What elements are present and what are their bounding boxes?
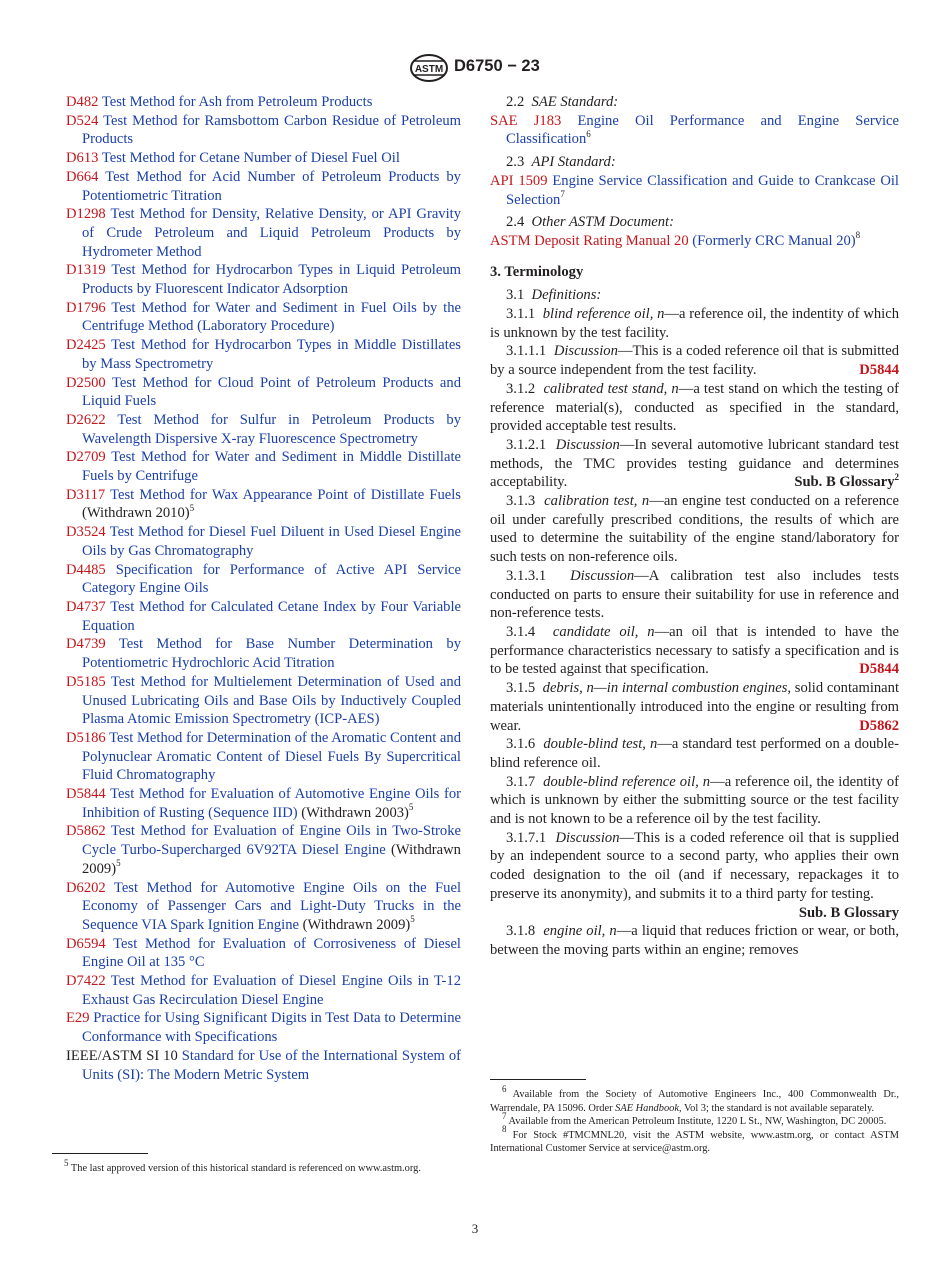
reference-item[interactable] <box>66 261 461 298</box>
footnote-text: , Vol 3; the standard is not available separately. <box>678 1102 875 1114</box>
reference-title[interactable]: Practice for Using Significant Digits in Test Data to Determine Conformance with Specifications <box>82 1010 461 1046</box>
term-entry <box>490 342 899 379</box>
reference-title[interactable]: Test Method for Cetane Number of Diesel Fuel Oil <box>101 150 400 167</box>
reference-item[interactable] <box>66 299 461 336</box>
footnote-marker: 2 <box>894 471 899 482</box>
reference-note: (Withdrawn 2003) <box>297 804 409 821</box>
term-entry <box>490 679 899 735</box>
footnote <box>490 1110 899 1129</box>
reference-title[interactable]: Test Method for Cloud Point of Petroleum Products and Liquid Fuels <box>82 374 462 410</box>
footnote-marker: 5 <box>410 914 415 925</box>
reference-note: (Withdrawn 2009) <box>82 842 461 877</box>
reference-title[interactable]: Test Method for Water and Sediment in Fuel Oils by the Centrifuge Method (Laboratory Procedure) <box>82 299 461 335</box>
term-name: debris, n—in internal combustion engines <box>542 680 788 697</box>
term-name: Discussion <box>570 567 635 584</box>
footnote-rule-left <box>52 1153 148 1154</box>
footnotes-left <box>52 1157 461 1176</box>
document-id: D6750 − 23 <box>454 57 540 75</box>
reference-item[interactable] <box>66 1009 461 1046</box>
term-text: —This is a coded reference oil that is supplied by an independent source to a second party, who applies their own coded designation to the oil (and if necessary, repackages it to preserve its anonymity), and submits it to a third party for testing. <box>490 829 899 902</box>
page-header <box>0 53 950 83</box>
term-entry <box>490 623 899 679</box>
reference-title[interactable]: Test Method for Calculated Cetane Index by Four Variable Equation <box>82 598 462 634</box>
term-text: , solid contaminant materials unintentionally introduced into the engine or resulting from wear. <box>490 680 900 734</box>
term-number: 3.1.1 <box>506 306 536 323</box>
term-entry <box>490 829 899 923</box>
term-entry <box>490 380 899 436</box>
term-number: 3.1.1.1 <box>506 343 547 360</box>
footnote-text: Available from the Society of Automotive Engineers Inc., 400 Commonwealth Dr., Warrendale, PA 15096. Order <box>490 1089 899 1114</box>
reference-item[interactable] <box>66 822 461 878</box>
term-name: calibrated test stand, n <box>543 380 679 397</box>
reference-code[interactable]: D482 <box>66 94 99 110</box>
reference-item[interactable] <box>66 374 461 411</box>
ref-sae-j183[interactable]: SAE J183 Engine Oil Performance and Engine Service Classification$^6$ <box>490 112 899 148</box>
footnote-marker: 5 <box>116 857 121 868</box>
term-text: —This is a coded reference oil that is submitted by a source independent from the test facility. <box>490 343 899 379</box>
term-name: Discussion <box>553 343 618 360</box>
reference-item[interactable] <box>66 168 461 205</box>
term-name: candidate oil, n <box>552 623 655 640</box>
footnote-text: For Stock #TMCMNL20, visit the ASTM website, www.astm.org, or contact ASTM International Customer Service at service@astm.org. <box>490 1129 899 1155</box>
reference-item[interactable] <box>66 448 461 485</box>
reference-code[interactable]: D3524 <box>66 524 106 541</box>
right-column <box>490 93 899 960</box>
term-text: —A calibration test also includes tests conducted on parts to ensure their suitability for use in reference and non-reference tests. <box>490 567 900 622</box>
reference-item[interactable] <box>66 149 461 168</box>
reference-title[interactable]: Test Method for Sulfur in Petroleum Products by Wavelength Dispersive X-ray Fluorescence Spectrometry <box>82 411 461 447</box>
footnote-text: Available from the American Petroleum Institute, 1220 L St., NW, Washington, DC 20005. <box>506 1116 887 1128</box>
term-name: Discussion <box>555 829 620 846</box>
reference-title[interactable]: Test Method for Ramsbottom Carbon Residue of Petroleum Products <box>82 112 461 148</box>
reference-code[interactable]: D3117 <box>66 486 106 503</box>
terminology-heading: 3. Terminology <box>490 263 584 280</box>
footnote <box>52 1157 461 1176</box>
reference-item[interactable] <box>66 336 461 373</box>
reference-code[interactable]: D664 <box>66 168 99 185</box>
reference-code[interactable]: D5844 <box>66 786 106 803</box>
reference-item[interactable] <box>66 673 461 729</box>
reference-code[interactable]: D4739 <box>66 636 106 653</box>
footnote-marker: 5 <box>189 502 195 513</box>
term-name: double-blind test, n <box>543 736 658 753</box>
section-2-3: 2.3 API Standard: <box>506 154 616 171</box>
reference-code[interactable]: D1796 <box>66 299 106 316</box>
reference-code[interactable]: IEEE/ASTM SI 10 <box>66 1047 178 1064</box>
term-entry <box>490 773 899 829</box>
term-name: double-blind reference oil, n <box>543 773 711 790</box>
term-name: blind reference oil, n <box>542 306 665 323</box>
term-entry <box>490 436 899 492</box>
footnote-number: 7 <box>502 1110 507 1121</box>
reference-code[interactable]: D4485 <box>66 561 106 578</box>
reference-title[interactable]: Test Method for Diesel Fuel Diluent in Used Diesel Engine Oils by Gas Chromatography <box>82 524 462 559</box>
term-text: —a test stand on which the testing of reference material(s), conducted as specified in the standard, provided acceptable test results. <box>490 380 899 435</box>
reference-title[interactable]: Specification for Performance of Active API Service Category Engine Oils <box>82 561 461 597</box>
footnote-number: 6 <box>502 1083 507 1094</box>
source-label: D5844 <box>859 362 899 379</box>
svg-text:ASTM: ASTM <box>414 64 444 75</box>
footnote-number: 5 <box>64 1157 69 1168</box>
footnote-rule-right <box>490 1079 586 1080</box>
reference-item[interactable] <box>66 112 461 149</box>
reference-code[interactable]: D2709 <box>66 449 106 466</box>
reference-code[interactable]: D2500 <box>66 374 106 391</box>
term-number: 3.1.4 <box>506 623 536 640</box>
term-text: —a reference oil, the identity of which is unknown by either the submitting source or the test facility and is not known to be a reference oil by the test facility. <box>490 773 900 828</box>
reference-title[interactable]: Standard for Use of the International System of Units (SI): The Modern Metric System <box>82 1047 461 1083</box>
reference-code[interactable]: D7422 <box>66 973 106 990</box>
term-text: —In several automotive lubricant standard test methods, the TMC provides testing guidance and determines acceptability. <box>490 436 899 491</box>
source-label: D5862 <box>859 717 899 734</box>
reference-title[interactable]: Test Method for Base Number Determination by Potentiometric Hydrochloric Acid Titration <box>82 636 461 672</box>
reference-title[interactable]: Test Method for Density, Relative Density, or API Gravity of Crude Petroleum and Liquid Petroleum Products by Hydrometer Method <box>82 206 462 260</box>
footnotes-right <box>490 1083 899 1156</box>
reference-code[interactable]: D6202 <box>66 879 106 896</box>
reference-title[interactable]: Test Method for Hydrocarbon Types in Liquid Petroleum Products by Fluorescent Indicator Adsorption <box>82 262 461 298</box>
term-text: —a liquid that reduces friction or wear, or both, between the moving parts within an engine; removes <box>490 923 899 958</box>
term-text: —a reference oil, the indentity of which is unknown by the test facility. <box>490 306 899 341</box>
reference-title[interactable]: Test Method for Multielement Determination of Used and Unused Lubricating Oils and Base Oils by Inductively Coupled Plasma Atomic Emission Spectrometry (ICP-AES) <box>82 673 461 728</box>
reference-code[interactable]: D5185 <box>66 673 106 690</box>
reference-title[interactable]: Test Method for Water and Sediment in Middle Distillate Fuels by Centrifuge <box>82 449 461 485</box>
term-entry <box>490 492 899 567</box>
reference-title[interactable]: Test Method for Evaluation of Corrosiveness of Diesel Engine Oil at 135 °C <box>82 935 461 971</box>
reference-item[interactable] <box>66 93 461 112</box>
term-source <box>783 904 899 923</box>
reference-item[interactable] <box>66 205 461 261</box>
term-text: —an engine test conducted on a reference oil under carefully prescribed conditions, the results of which are used to determine the suitability of the engine stand/laboratory for such tests on non-reference oils. <box>490 493 900 566</box>
reference-code[interactable]: D4737 <box>66 598 106 615</box>
reference-item[interactable] <box>66 729 461 785</box>
source-label: Sub. B Glossary <box>798 904 899 921</box>
footnote-marker: 5 <box>408 801 414 812</box>
reference-code[interactable]: E29 <box>66 1010 90 1027</box>
reference-item[interactable] <box>66 785 461 822</box>
astm-logo-icon <box>408 53 450 83</box>
footnote-text: The last approved version of this historical standard is referenced on www.astm.org. <box>68 1163 421 1174</box>
reference-title[interactable]: Test Method for Evaluation of Automotive Engine Oils for Inhibition of Rusting (Sequence IID) <box>82 786 461 821</box>
reference-code[interactable]: D613 <box>66 150 99 167</box>
reference-code[interactable]: D2425 <box>66 337 106 354</box>
term-number: 3.1.3 <box>506 493 536 510</box>
page-number: 3 <box>471 1221 479 1236</box>
term-name: engine oil, n <box>543 923 617 940</box>
term-source <box>843 361 899 380</box>
footnote <box>490 1124 899 1156</box>
reference-title[interactable]: Test Method for Automotive Engine Oils on the Fuel Economy of Passenger Cars and Light-Duty Trucks in the Sequence VIA Spark Ignition Engine <box>82 879 461 933</box>
term-number: 3.1.5 <box>506 680 536 697</box>
source-label: D5844 <box>859 661 899 678</box>
term-number: 3.1.6 <box>506 736 536 753</box>
reference-item[interactable] <box>66 598 461 635</box>
reference-code[interactable]: D5862 <box>66 823 106 840</box>
footnote-number: 8 <box>502 1124 507 1135</box>
term-name: calibration test, n <box>544 493 650 510</box>
reference-note: (Withdrawn 2010) <box>82 505 190 522</box>
term-number: 3.1.2.1 <box>506 436 547 453</box>
reference-title[interactable]: Test Method for Acid Number of Petroleum Products by Potentiometric Titration <box>82 168 461 204</box>
ref-astm-deposit-manual[interactable]: ASTM Deposit Rating Manual 20 (Formerly CRC Manual 20)$^8$ <box>490 230 861 249</box>
term-number: 3.1.7 <box>506 773 536 790</box>
reference-code[interactable]: D1298 <box>66 206 106 223</box>
term-entry <box>490 922 899 959</box>
term-text: —a standard test performed on a double-blind reference oil. <box>490 736 899 771</box>
reference-item[interactable] <box>66 935 461 972</box>
term-entry <box>490 567 899 623</box>
reference-item[interactable] <box>66 411 461 448</box>
section-2-2: 2.2 SAE Standard: <box>506 94 619 110</box>
reference-item[interactable] <box>66 879 461 935</box>
footnote-italic: SAE Handbook <box>615 1102 679 1114</box>
reference-item[interactable] <box>66 561 461 598</box>
reference-note: (Withdrawn 2009) <box>298 916 411 933</box>
terminology-list <box>490 305 899 960</box>
reference-item[interactable] <box>66 486 461 523</box>
term-entry <box>490 735 899 772</box>
reference-item[interactable] <box>66 635 461 672</box>
reference-item[interactable] <box>66 1047 461 1084</box>
term-entry <box>490 305 899 342</box>
section-2-4: 2.4 Other ASTM Document: <box>506 214 674 231</box>
reference-title[interactable]: Test Method for Ash from Petroleum Products <box>101 94 373 110</box>
term-source <box>843 717 899 736</box>
reference-title[interactable]: Test Method for Evaluation of Engine Oils in Two-Stroke Cycle Turbo-Supercharged 6V92TA Diesel Engine <box>82 823 461 859</box>
definitions-subhead: 3.1 Definitions: <box>506 287 602 304</box>
term-number: 3.1.2 <box>506 380 536 397</box>
reference-title[interactable]: Test Method for Evaluation of Diesel Engine Oils in T-12 Exhaust Gas Recirculation Diesel Engine <box>82 973 461 1008</box>
term-name: Discussion <box>555 436 620 453</box>
reference-code[interactable]: D1319 <box>66 262 106 279</box>
reference-item[interactable] <box>66 523 461 560</box>
reference-code[interactable]: D6594 <box>66 935 106 952</box>
reference-code[interactable]: D524 <box>66 112 99 129</box>
term-source <box>843 660 899 679</box>
ref-api-1509[interactable]: API 1509 Engine Service Classification and Guide to Crankcase Oil Selection$^7$ <box>490 172 899 208</box>
term-number: 3.1.3.1 <box>506 567 547 584</box>
reference-title[interactable]: Test Method for Wax Appearance Point of Distillate Fuels <box>110 486 461 503</box>
term-number: 3.1.8 <box>506 923 536 940</box>
left-column <box>66 93 461 1084</box>
reference-title[interactable]: Test Method for Hydrocarbon Types in Middle Distillates by Mass Spectrometry <box>82 337 461 372</box>
reference-title[interactable]: Test Method for Determination of the Aromatic Content and Polynuclear Aromatic Content of Diesel Fuels By Supercritical Fluid Chromatography <box>82 729 461 784</box>
reference-code[interactable]: D5186 <box>66 729 106 746</box>
reference-item[interactable] <box>66 972 461 1009</box>
reference-code[interactable]: D2622 <box>66 411 106 428</box>
term-text: —an oil that is intended to have the performance characteristics necessary to satisfy a specification and is to be tested against that specification. <box>490 623 899 678</box>
term-source <box>778 473 899 492</box>
term-number: 3.1.7.1 <box>506 829 547 846</box>
source-label: Sub. B Glossary <box>794 474 895 491</box>
footnote <box>490 1083 899 1115</box>
